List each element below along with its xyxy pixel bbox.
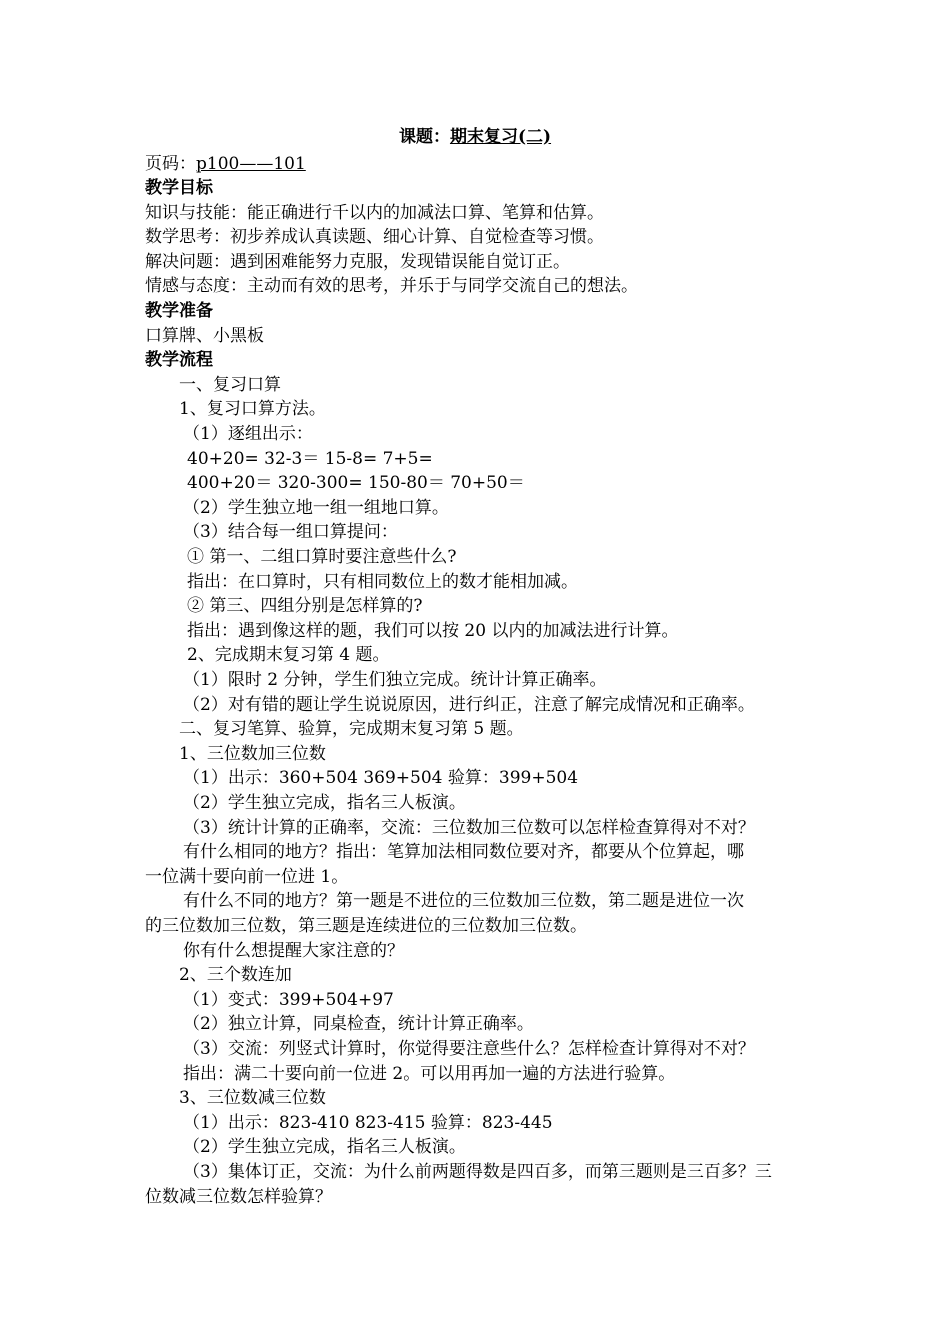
text-line: 数学思考：初步养成认真读题、细心计算、自觉检查等习惯。 [145, 227, 604, 247]
section-heading: 教学目标 [145, 178, 213, 198]
section-heading: 教学流程 [145, 350, 213, 370]
text-line: 一位满十要向前一位进 1。 [145, 867, 349, 887]
lesson-title [0, 124, 950, 150]
text-line: 解决问题：遇到困难能努力克服，发现错误能自觉订正。 [145, 252, 570, 272]
text-line: 指出：满二十要向前一位进 2。可以用再加一遍的方法进行验算。 [183, 1064, 676, 1084]
text-line: （3）统计计算的正确率，交流：三位数加三位数可以怎样检查算得对不对？ [183, 818, 755, 838]
text-line: 二、复习笔算、验算，完成期末复习第 5 题。 [179, 719, 524, 739]
text-line: 3、三位数减三位数 [179, 1088, 326, 1108]
section-heading: 教学准备 [145, 301, 213, 321]
text-line: 知识与技能：能正确进行千以内的加减法口算、笔算和估算。 [145, 203, 604, 223]
text-line: （1）出示：360+504 369+504 验算：399+504 [183, 768, 579, 788]
text-line: （2）对有错的题让学生说说原因，进行纠正，注意了解完成情况和正确率。 [183, 695, 755, 715]
text-line: 情感与态度：主动而有效的思考，并乐于与同学交流自己的想法。 [145, 276, 638, 296]
text-line: 400+20＝ 320-300= 150-80＝ 70+50＝ [187, 473, 525, 493]
title-text: 期末复习(二) [449, 127, 552, 147]
text-line: （2）独立计算，同桌检查，统计计算正确率。 [183, 1014, 534, 1034]
text-line: 指出：在口算时，只有相同数位上的数才能相加减。 [187, 572, 578, 592]
text-line: ① 第一、二组口算时要注意些什么? [187, 547, 457, 567]
text-line: （3）集体订正，交流：为什么前两题得数是四百多，而第三题则是三百多？三 [183, 1162, 772, 1182]
text-line: 位数减三位数怎样验算？ [145, 1187, 332, 1207]
text-line: （3）结合每一组口算提问： [183, 522, 398, 542]
text-line: （1）逐组出示： [183, 424, 313, 444]
page-ref-label: 页码： [145, 154, 196, 174]
text-line: 你有什么想提醒大家注意的？ [183, 941, 404, 961]
text-line: 有什么相同的地方？指出：笔算加法相同数位要对齐，都要从个位算起，哪 [183, 842, 744, 862]
text-line: 有什么不同的地方？第一题是不进位的三位数加三位数，第二题是进位一次 [183, 891, 744, 911]
title-prefix: 课题： [398, 127, 450, 147]
text-line: 2、三个数连加 [179, 965, 292, 985]
text-line: 1、复习口算方法。 [179, 399, 326, 419]
text-line: （1）变式：399+504+97 [183, 990, 394, 1010]
text-line: 40+20= 32-3＝ 15-8= 7+5= [187, 449, 433, 469]
page-reference [145, 152, 401, 176]
text-line: （2）学生独立地一组一组地口算。 [183, 498, 449, 518]
text-line: 1、三位数加三位数 [179, 744, 326, 764]
text-line: （3）交流：列竖式计算时，你觉得要注意些什么？怎样检查计算得对不对？ [183, 1039, 755, 1059]
text-line: （1）限时 2 分钟，学生们独立完成。统计计算正确率。 [183, 670, 607, 690]
page-ref-value: p100——101 [196, 154, 306, 174]
text-line: 的三位数加三位数，第三题是连续进位的三位数加三位数。 [145, 916, 587, 936]
text-line: 2、完成期末复习第 4 题。 [187, 645, 390, 665]
text-line: 一、复习口算 [179, 375, 281, 395]
text-line: 指出：遇到像这样的题，我们可以按 20 以内的加减法进行计算。 [187, 621, 679, 641]
text-line: （1）出示：823-410 823-415 验算：823-445 [183, 1113, 553, 1133]
text-line: （2）学生独立完成，指名三人板演。 [183, 1137, 466, 1157]
text-line: 口算牌、小黑板 [145, 326, 264, 346]
text-line: ② 第三、四组分别是怎样算的? [187, 596, 423, 616]
text-line: （2）学生独立完成，指名三人板演。 [183, 793, 466, 813]
